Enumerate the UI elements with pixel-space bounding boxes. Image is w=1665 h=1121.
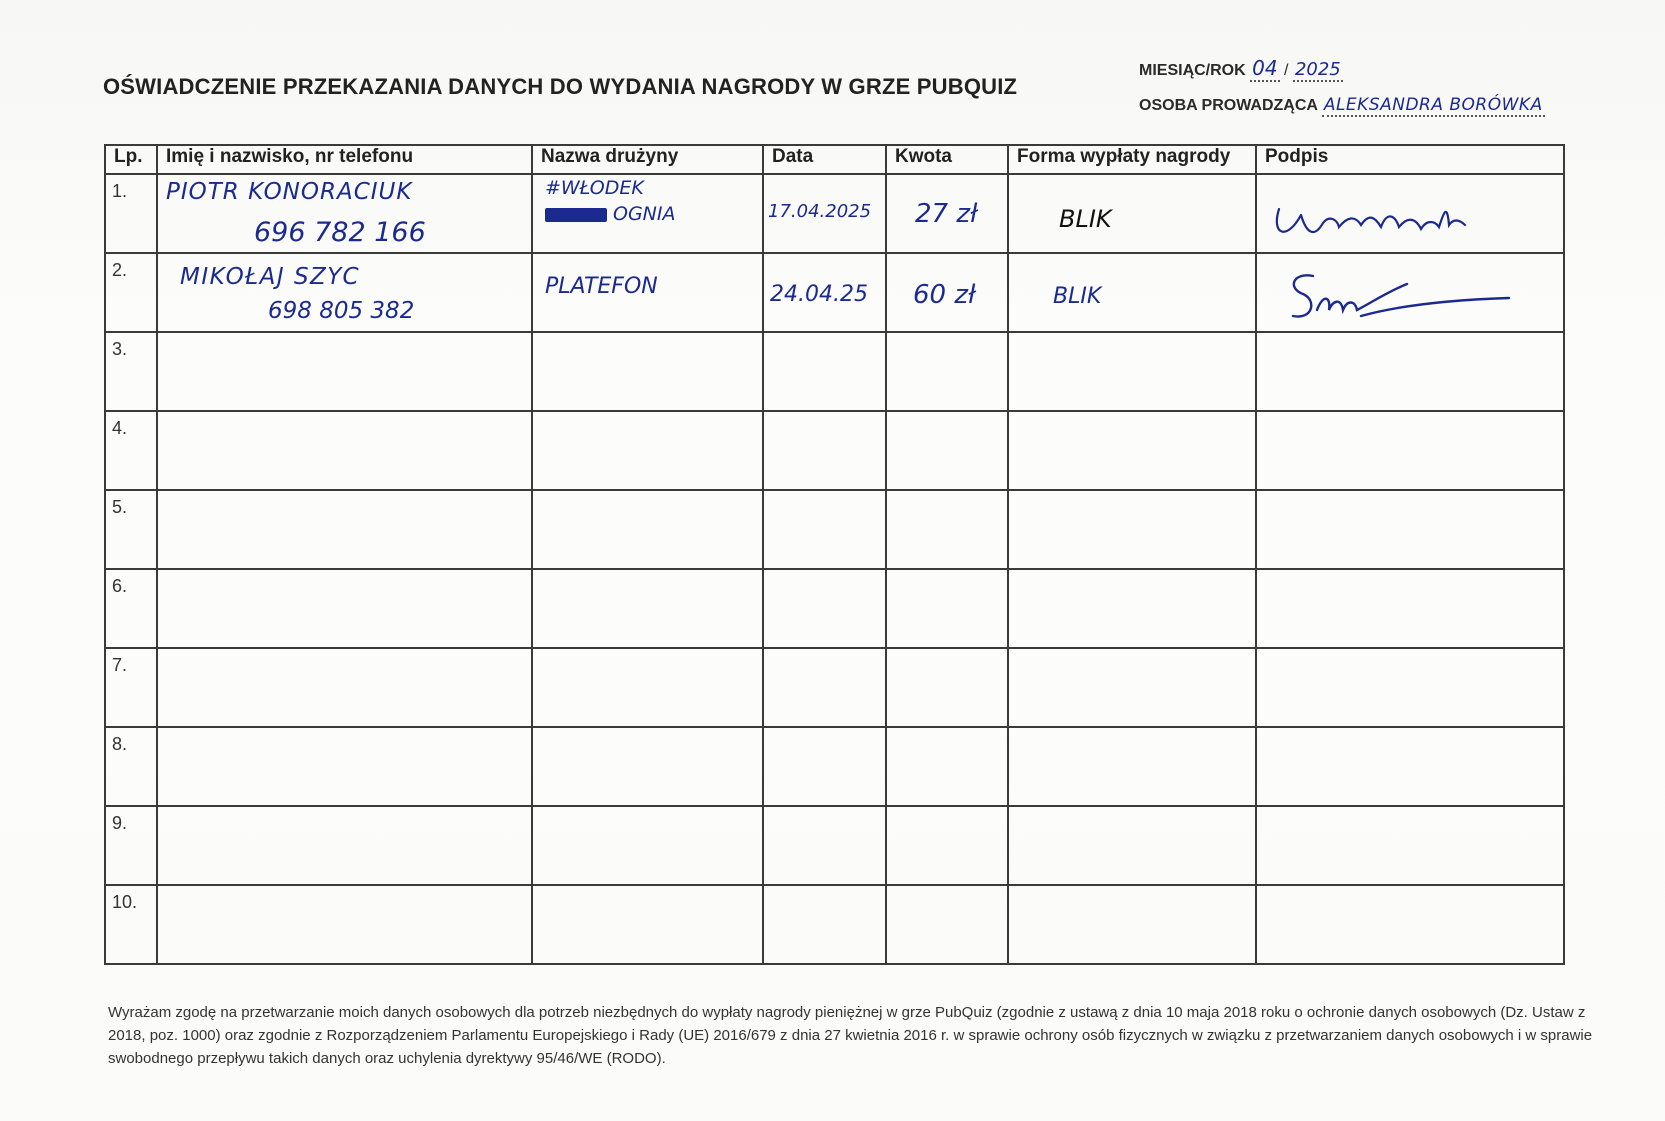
table-row xyxy=(105,174,1564,253)
row-number: 3. xyxy=(112,339,128,359)
row-number: 10. xyxy=(112,892,138,912)
row-number: 6. xyxy=(112,576,128,596)
row-date: 24.04.25 xyxy=(770,282,868,307)
row-phone: 698 805 382 xyxy=(268,298,415,324)
host-label: OSOBA PROWADZĄCA xyxy=(1139,97,1318,114)
table-row xyxy=(105,569,1564,648)
table-row xyxy=(105,411,1564,490)
row-number: 4. xyxy=(112,418,128,438)
table-header-row xyxy=(105,145,1564,174)
header-name-phone: Imię i nazwisko, nr telefonu xyxy=(157,145,532,174)
row-date: 17.04.2025 xyxy=(768,201,872,222)
header-team: Nazwa drużyny xyxy=(532,145,763,174)
month-year-label: MIESIĄC/ROK xyxy=(1139,62,1246,79)
row-amount: 27 zł xyxy=(915,199,978,229)
row-team-text: OGNIA xyxy=(613,203,676,225)
row-payout: BLIK xyxy=(1053,284,1102,309)
row-team-line2 xyxy=(545,203,676,225)
row-payout: BLIK xyxy=(1059,205,1112,233)
header-signature: Podpis xyxy=(1256,145,1564,174)
row-number: 7. xyxy=(112,655,128,675)
row-number: 8. xyxy=(112,734,128,754)
row-amount: 60 zł xyxy=(913,280,976,310)
table-row xyxy=(105,332,1564,411)
year-value: 2025 xyxy=(1294,59,1341,80)
consent-text: Wyrażam zgodę na przetwarzanie moich danych osobowych dla potrzeb niezbędnych do wypłaty nagrody pieniężnej w grze PubQuiz (zgodnie z ustawą z dnia 10 maja 2018 roku o ochronie danych osobowych (Dz. Ustaw z 2018, poz. 1000) oraz zgodnie z Rozporządzeniem Parlamentu Europejskiego i Rady (UE) 2016/679 z dnia 27 kwietnia 2016 r. w sprawie ochrony osób fizycznych w związku z przetwarzaniem danych osobowych i w sprawie swobodnego przepływu takich danych oraz uchylenia dyrektywy 95/46/WE (RODO). xyxy=(108,1004,1593,1067)
prize-table xyxy=(104,144,1565,965)
host-value: ALEKSANDRA BORÓWKA xyxy=(1323,95,1543,115)
table-row xyxy=(105,885,1564,964)
table-row xyxy=(105,648,1564,727)
row-phone: 696 782 166 xyxy=(254,217,426,248)
table-row xyxy=(105,253,1564,332)
row-name: MIKOŁAJ SZYC xyxy=(180,264,361,290)
signature-image xyxy=(1257,175,1557,251)
signature-image xyxy=(1257,254,1557,330)
row-name: PIOTR KONORACIUK xyxy=(166,179,413,205)
month-year-field: MIESIĄC/ROK 04 / 2025 xyxy=(1139,56,1341,80)
host-field xyxy=(1139,95,1545,117)
row-number: 1. xyxy=(112,181,128,201)
header-amount: Kwota xyxy=(886,145,1008,174)
table-row xyxy=(105,727,1564,806)
header-lp: Lp. xyxy=(105,145,157,174)
row-team-line1: PLATEFON xyxy=(545,274,658,299)
row-number: 9. xyxy=(112,813,128,833)
header-payout: Forma wypłaty nagrody xyxy=(1008,145,1256,174)
row-team-line1: #WŁODEK xyxy=(545,177,644,199)
header-date: Data xyxy=(763,145,886,174)
row-number: 2. xyxy=(112,260,128,280)
table-row xyxy=(105,806,1564,885)
table-row xyxy=(105,490,1564,569)
row-number: 5. xyxy=(112,497,128,517)
crossed-out-mark xyxy=(545,208,607,222)
form-title: OŚWIADCZENIE PRZEKAZANIA DANYCH DO WYDANIA NAGRODY W GRZE PUBQUIZ xyxy=(103,74,1018,99)
month-value: 04 xyxy=(1252,56,1278,80)
